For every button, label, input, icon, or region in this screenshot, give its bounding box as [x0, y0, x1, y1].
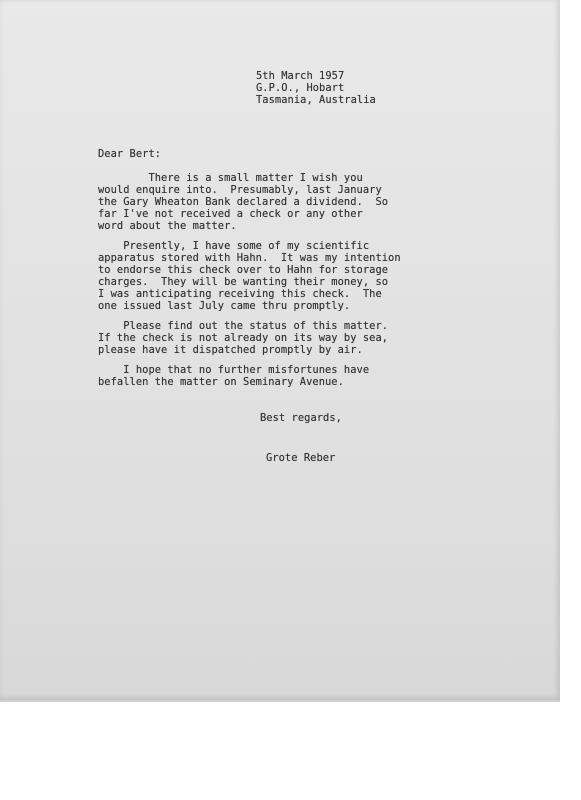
- paragraph-2-line-2: apparatus stored with Hahn. It was my intention: [98, 252, 401, 264]
- paragraph-1-line-2: would enquire into. Presumably, last January: [98, 184, 382, 196]
- signature: Grote Reber: [266, 452, 336, 464]
- letter-date: 5th March 1957: [256, 70, 345, 82]
- paragraph-4-line-2: befallen the matter on Seminary Avenue.: [98, 376, 344, 388]
- page-edge: [0, 700, 560, 702]
- paragraph-2-line-1: Presently, I have some of my scientific: [98, 240, 370, 252]
- paragraph-3-line-2: If the check is not already on its way by sea,: [98, 332, 389, 344]
- paragraph-3-line-3: please have it dispatched promptly by air.: [98, 344, 363, 356]
- letter-address-line-1: G.P.O., Hobart: [256, 82, 345, 94]
- paragraph-2-line-6: one issued last July came thru promptly.: [98, 300, 351, 312]
- paragraph-2-line-4: charges. They will be wanting their money, so: [98, 276, 389, 288]
- paragraph-2-line-3: to endorse this check over to Hahn for storage: [98, 264, 389, 276]
- salutation: Dear Bert:: [98, 148, 162, 160]
- paragraph-1-line-1: There is a small matter I wish you: [98, 172, 363, 184]
- letter-address-line-2: Tasmania, Australia: [256, 94, 376, 106]
- paragraph-1-line-4: far I've not received a check or any other: [98, 208, 363, 220]
- closing: Best regards,: [260, 412, 342, 424]
- paragraph-3-line-1: Please find out the status of this matter.: [98, 320, 389, 332]
- paragraph-1-line-5: word about the matter.: [98, 220, 237, 232]
- paragraph-1-line-3: the Gary Wheaton Bank declared a dividend. So: [98, 196, 389, 208]
- paragraph-4-line-1: I hope that no further misfortunes have: [98, 364, 370, 376]
- paragraph-2-line-5: I was anticipating receiving this check. The: [98, 288, 382, 300]
